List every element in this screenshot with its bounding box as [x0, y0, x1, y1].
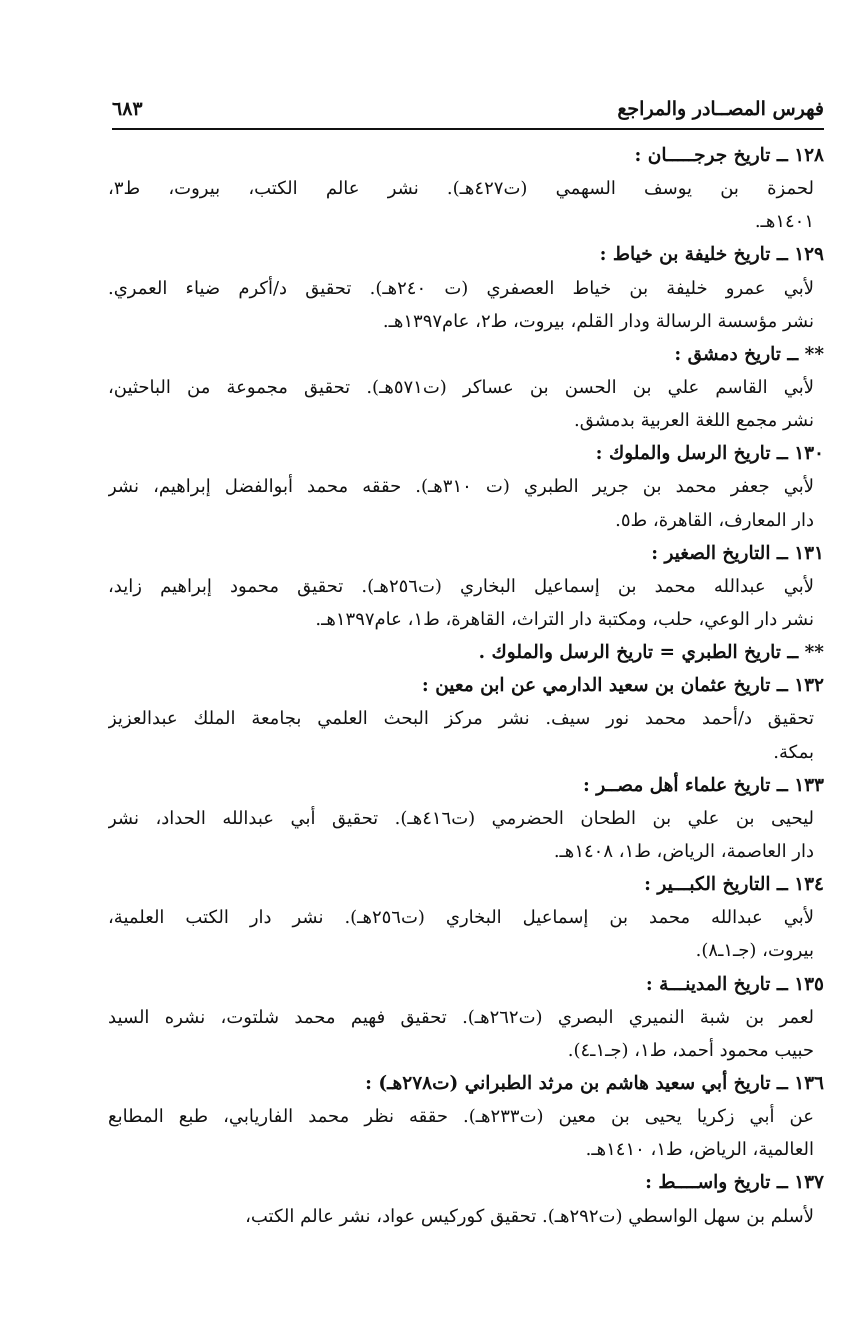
entry-text-line: نشر مجمع اللغة العربية بدمشق. — [574, 410, 814, 432]
entry-title: ١٢٨ ــ تاريخ جرجـــــان : — [634, 145, 824, 166]
bibliography-entry — [108, 238, 824, 337]
header-rule — [112, 128, 824, 130]
entry-text-line: لأبي جعفر محمد بن جرير الطبري (ت ٣١٠هـ). حققه محمد أبوالفضل إبراهيم، نشر — [108, 476, 814, 498]
entry-text-line: ليحيى بن علي بن الطحان الحضرمي (ت٤١٦هـ). تحقيق أبي عبدالله الحداد، نشر — [108, 807, 814, 829]
entry-text-line: لأسلم بن سهل الواسطي (ت٢٩٢هـ). تحقيق كوركيس عواد، نشر عالم الكتب، — [245, 1205, 814, 1227]
entry-text-line: لعمر بن شبة النميري البصري (ت٢٦٢هـ). تحقيق فهيم محمد شلتوت، نشره السيد — [108, 1006, 814, 1028]
entry-title: ١٣١ ــ التاريخ الصغير : — [651, 542, 824, 564]
entry-title: ١٢٩ ــ تاريخ خليفة بن خياط : — [599, 244, 824, 266]
entry-text-line: حبيب محمود أحمد، ط١، (جـ١ـ٤). — [567, 1039, 814, 1061]
bibliography-entry — [108, 139, 824, 238]
entry-text-line: لأبي القاسم علي بن الحسن بن عساكر (ت٥٧١هـ). تحقيق مجموعة من الباحثين، — [108, 376, 814, 398]
entry-text-line: نشر دار الوعي، حلب، ومكتبة دار التراث، القاهرة، ط١، عام١٣٩٧هـ. — [315, 608, 814, 630]
bibliography-entry — [108, 868, 824, 967]
entry-text-line: لأبي عبدالله محمد بن إسماعيل البخاري (ت٢٥٦هـ). تحقيق محمود إبراهيم زايد، — [108, 575, 814, 597]
entry-text-line: بيروت، (جـ١ـ٨). — [695, 940, 814, 962]
bibliography-entry — [108, 1166, 824, 1232]
entry-text-line: لحمزة بن يوسف السهمي (ت٤٢٧هـ). نشر عالم الكتب، بيروت، ط٣، — [108, 178, 814, 200]
bibliography-entry — [108, 669, 824, 768]
entry-title: ١٣٧ ــ تاريخ واســــط : — [645, 1172, 824, 1194]
running-title: فهرس المصــادر والمراجع — [617, 98, 824, 120]
entry-text-line: دار المعارف، القاهرة، ط٥. — [615, 509, 814, 531]
bibliography-list — [108, 139, 824, 1233]
entry-title: ١٣٥ ــ تاريخ المدينـــة : — [645, 973, 824, 995]
bibliography-entry — [108, 769, 824, 868]
entry-title: ** ــ تاريخ دمشق : — [674, 343, 824, 365]
entry-text-line: ١٤٠١هـ. — [754, 211, 814, 233]
bibliography-entry — [108, 437, 824, 536]
entry-text-line: بمكة. — [773, 741, 814, 763]
entry-title: ١٣٢ ــ تاريخ عثمان بن سعيد الدارمي عن ابن معين : — [421, 675, 824, 697]
bibliography-entry — [108, 1067, 824, 1166]
page-header — [112, 84, 824, 120]
entry-text-line: لأبي عمرو خليفة بن خياط العصفري (ت ٢٤٠هـ). تحقيق د/أكرم ضياء العمري. — [108, 277, 814, 299]
bibliography-entry — [108, 636, 824, 669]
entry-text-line: تحقيق د/أحمد محمد نور سيف. نشر مركز البحث العلمي بجامعة الملك عبدالعزيز — [108, 708, 814, 730]
entry-title: ** ــ تاريخ الطبري = تاريخ الرسل والملوك . — [478, 642, 824, 664]
entry-title: ١٣٠ ــ تاريخ الرسل والملوك : — [595, 443, 824, 465]
entry-text-line: دار العاصمة، الرياض، ط١، ١٤٠٨هـ. — [553, 840, 814, 862]
entry-text-line: لأبي عبدالله محمد بن إسماعيل البخاري (ت٢٥٦هـ). نشر دار الكتب العلمية، — [108, 907, 814, 929]
bibliography-entry — [108, 968, 824, 1067]
bibliography-entry — [108, 338, 824, 437]
entry-text-line: عن أبي زكريا يحيى بن معين (ت٢٣٣هـ). حققه نظر محمد الفاريابي، طبع المطابع — [108, 1106, 814, 1128]
bibliography-entry — [108, 537, 824, 636]
entry-text-line: نشر مؤسسة الرسالة ودار القلم، بيروت، ط٢، عام١٣٩٧هـ. — [382, 310, 814, 332]
page-number: ٦٨٣ — [112, 98, 143, 120]
entry-title: ١٣٤ ــ التاريخ الكبـــير : — [644, 874, 824, 896]
entry-title: ١٣٦ ــ تاريخ أبي سعيد هاشم بن مرثد الطبراني (ت٢٧٨هـ) : — [365, 1072, 824, 1094]
entry-text-line: العالمية، الرياض، ط١، ١٤١٠هـ. — [585, 1139, 814, 1161]
entry-title: ١٣٣ ــ تاريخ علماء أهل مصــر : — [582, 774, 824, 796]
